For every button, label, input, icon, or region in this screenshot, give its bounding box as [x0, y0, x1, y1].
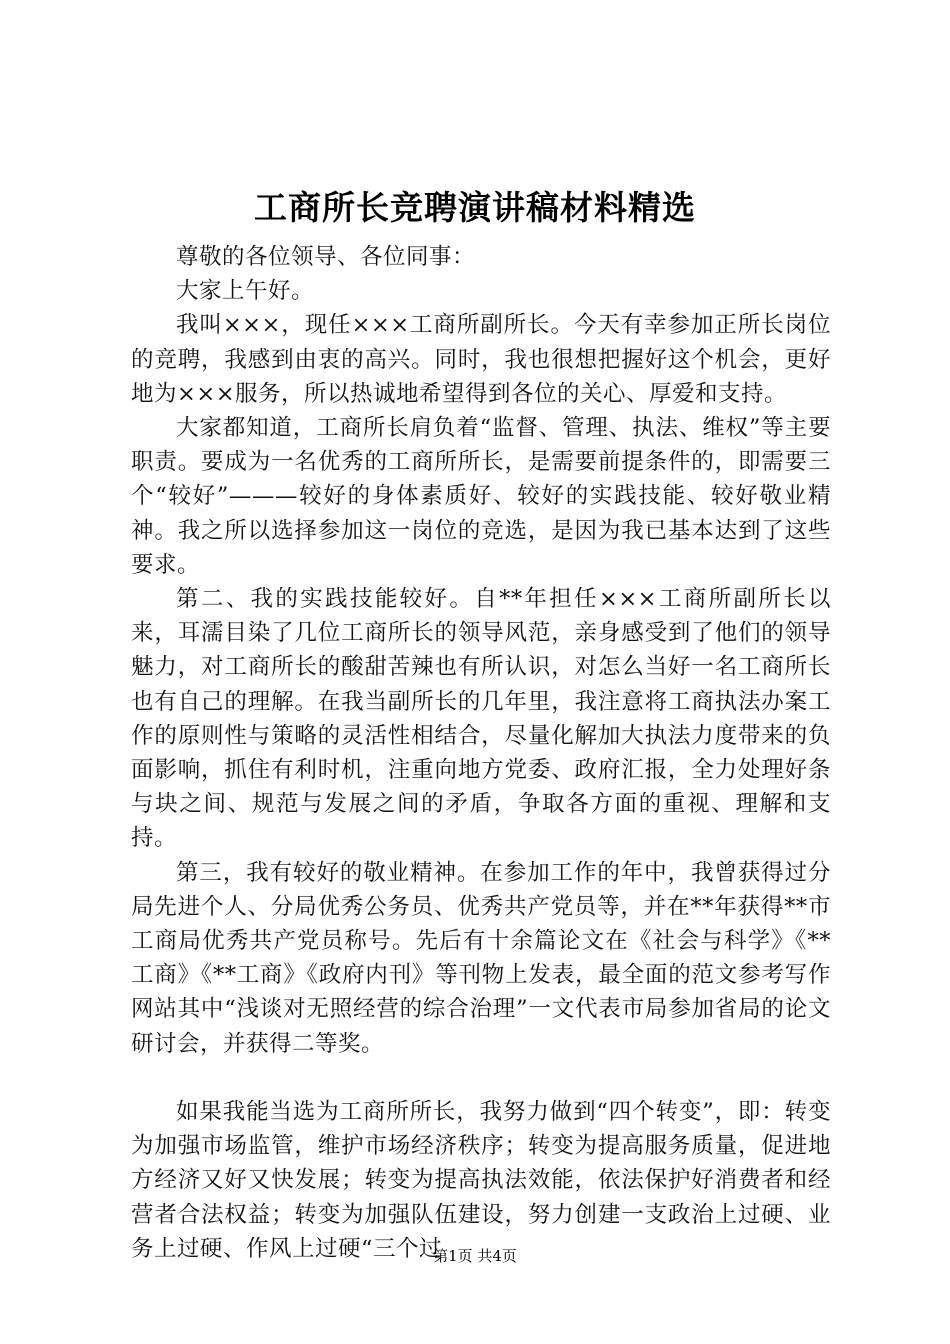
document-body	[131, 240, 831, 1266]
paragraph-spacer	[131, 1061, 831, 1095]
greeting-paragraph: 大家上午好。	[176, 278, 315, 305]
duties-paragraph: 大家都知道，工商所长肩负着“监督、管理、执法、维权”等主要职责。要成为一名优秀的工商所所长，是需要前提条件的，即需要三个“较好”———较好的身体素质好、较好的实践技能、较好敬业精神。我之所以选择参加这一岗位的竞选，是因为我已基本达到了这些要求。	[131, 415, 831, 578]
plans-paragraph: 如果我能当选为工商所所长，我努力做到“四个转变”，即：转变为加强市场监管，维护市场经济秩序；转变为提高服务质量，促进地方经济又好又快发展；转变为提高执法效能，依法保护好消费者和经营者合法权益；转变为加强队伍建设，努力创建一支政治上过硬、业务上过硬、作风上过硬“三个过	[131, 1099, 831, 1262]
salutation-paragraph: 尊敬的各位领导、各位同事：	[176, 244, 476, 270]
dedication-paragraph: 第三，我有较好的敬业精神。在参加工作的年中，我曾获得过分局先进个人、分局优秀公务员、优秀共产党员等，并在**年获得**市工商局优秀共产党员称号。先后有十余篇论文在《社会与科学》《**工商》《**工商》《政府内刊》等刊物上发表，最全面的范文参考写作网站其中“浅谈对无照经营的综合治理”一文代表市局参加省局的论文研讨会，并获得二等奖。	[131, 859, 831, 1057]
skills-paragraph: 第二、我的实践技能较好。自**年担任×××工商所副所长以来，耳濡目染了几位工商所长的领导风范，亲身感受到了他们的领导魅力，对工商所长的酸甜苦辣也有所认识，对怎么当好一名工商所长也有自己的理解。在我当副所长的几年里，我注意将工商执法办案工作的原则性与策略的灵活性相结合，尽量化解加大执法力度带来的负面影响，抓住有利时机，注重向地方党委、政府汇报，全力处理好条与块之间、规范与发展之间的矛盾，争取各方面的重视、理解和支持。	[131, 586, 831, 852]
page-number-footer: 第1页 共4页	[433, 1247, 517, 1265]
document-title: 工商所长竞聘演讲稿材料精选	[254, 188, 696, 227]
intro-paragraph: 我叫×××，现任×××工商所副所长。今天有幸参加正所长岗位的竞聘，我感到由衷的高兴。同时，我也很想把握好这个机会，更好地为×××服务，所以热诚地希望得到各位的关心、厚爱和支持。	[131, 312, 831, 407]
